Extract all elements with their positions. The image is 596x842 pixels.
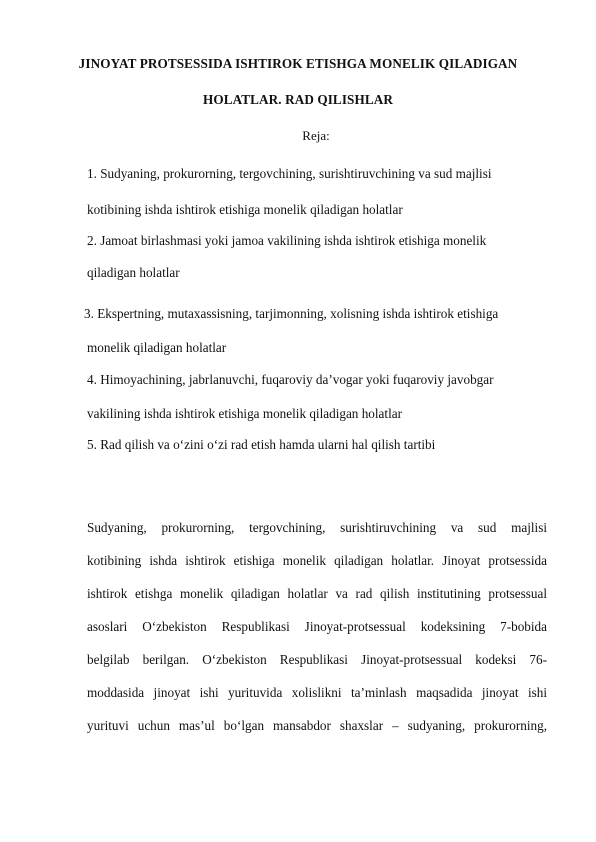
body-paragraph	[87, 511, 547, 742]
plan-line: 1. Sudyaning, prokurorning, tergovchining, surishtiruvchining va sud majlisi	[87, 166, 492, 181]
body-line-text: asoslari O‘zbekiston Respublikasi Jinoyat-protsessual kodeksining 7-bobida	[87, 619, 547, 634]
plan-line: 3. Ekspertning, mutaxassisning, tarjimonning, xolisning ishda ishtirok etishiga	[84, 306, 499, 321]
document-title-line-1: JINOYAT PROTSESSIDA ISHTIROK ETISHGA MONELIK QILADIGAN	[78, 56, 518, 71]
body-line	[87, 544, 547, 577]
document-title-line-2: HOLATLAR. RAD QILISHLAR	[202, 92, 393, 107]
body-line-text: moddasida jinoyat ishi yurituvida xolislikni ta’minlash maqsadida jinoyat ishi	[87, 685, 547, 700]
body-line-text: Sudyaning, prokurorning, tergovchining, surishtiruvchining va sud majlisi	[87, 520, 547, 535]
body-line	[87, 643, 547, 676]
body-line	[87, 676, 547, 709]
plan-line: 5. Rad qilish va o‘zini o‘zi rad etish hamda ularni hal qilish tartibi	[87, 437, 436, 452]
plan-heading: Reja:	[302, 128, 330, 143]
plan-line: qiladigan holatlar	[87, 265, 180, 280]
plan-line: 4. Himoyachining, jabrlanuvchi, fuqaroviy da’vogar yoki fuqaroviy javobgar	[87, 372, 494, 387]
body-line	[87, 610, 547, 643]
plan-line: kotibining ishda ishtirok etishiga monelik qiladigan holatlar	[87, 202, 403, 217]
body-line-text: yurituvi uchun mas’ul bo‘lgan mansabdor shaxslar – sudyaning, prokurorning,	[87, 718, 547, 733]
body-line-text: kotibining ishda ishtirok etishiga monelik qiladigan holatlar. Jinoyat protsessida	[87, 553, 547, 568]
plan-line: vakilining ishda ishtirok etishiga monelik qiladigan holatlar	[87, 406, 402, 421]
plan-line: 2. Jamoat birlashmasi yoki jamoa vakilining ishda ishtirok etishiga monelik	[87, 233, 487, 248]
body-line-text: belgilab berilgan. O‘zbekiston Respublikasi Jinoyat-protsessual kodeksi 76-	[87, 652, 547, 667]
body-line	[87, 511, 547, 544]
body-line	[87, 577, 547, 610]
body-line	[87, 709, 547, 742]
plan-line: monelik qiladigan holatlar	[87, 340, 227, 355]
body-line-text: ishtirok etishga monelik qiladigan holatlar va rad qilish institutining protsessual	[87, 586, 547, 601]
